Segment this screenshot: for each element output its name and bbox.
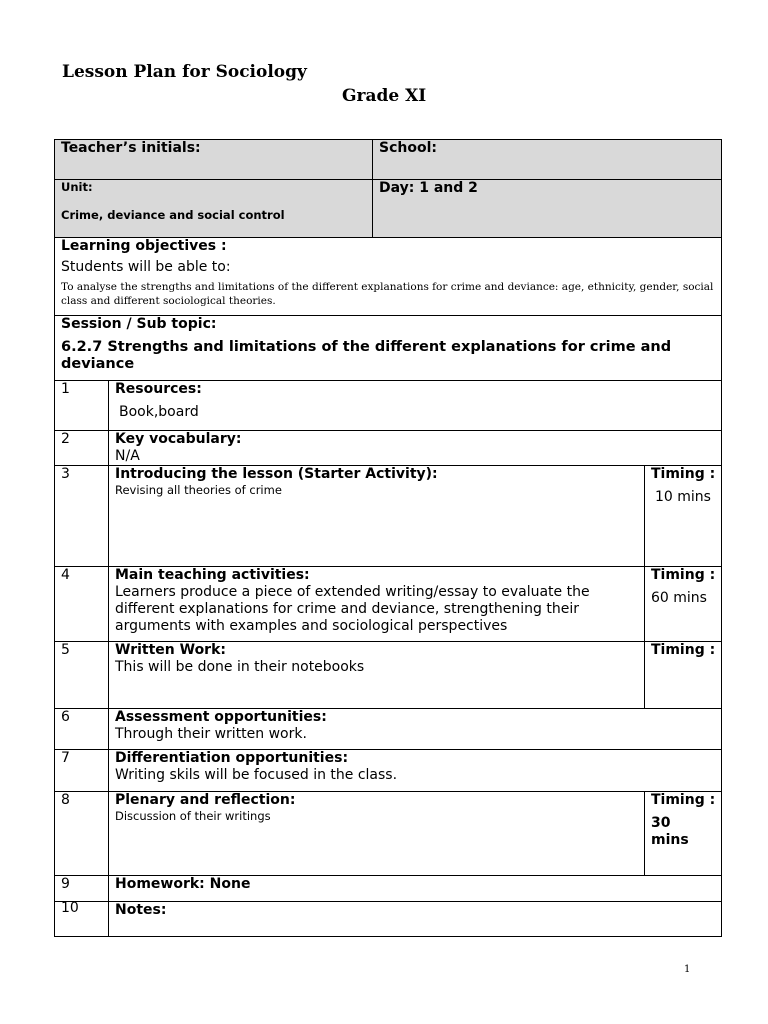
written-timing-cell xyxy=(645,642,722,709)
notes-heading: Notes: xyxy=(115,902,167,918)
main-timing-cell xyxy=(645,567,722,642)
starter-timing-cell xyxy=(645,466,722,567)
plenary-timing-cell xyxy=(645,792,722,876)
lesson-plan-table xyxy=(54,139,722,937)
written-work-heading: Written Work: xyxy=(115,642,226,658)
main-activities-body: Learners produce a piece of extended writing/essay to evaluate the different explanations for crime and deviance, strengthening their arguments with examples and sociological perspectives xyxy=(115,584,590,634)
assessment-body: Through their written work. xyxy=(115,726,307,742)
unit-cell xyxy=(55,180,373,238)
objectives-text: To analyse the strengths and limitations of the different explanations for crime and deviance: age, ethnicity, gender, social class and different sociological theories. xyxy=(61,281,714,307)
timing-label: Timing : xyxy=(651,642,716,658)
differentiation-heading: Differentiation opportunities: xyxy=(115,750,349,766)
differentiation-cell xyxy=(109,750,722,792)
differentiation-body: Writing skils will be focused in the class. xyxy=(115,767,398,783)
row-number: 2 xyxy=(55,431,109,466)
main-activities-heading: Main teaching activities: xyxy=(115,567,310,583)
teacher-initials-label: Teacher’s initials: xyxy=(61,140,201,156)
assessment-heading: Assessment opportunities: xyxy=(115,709,327,725)
unit-value: Crime, deviance and social control xyxy=(61,208,285,222)
homework-cell xyxy=(109,876,722,902)
page-number: 1 xyxy=(684,964,691,975)
resources-heading: Resources: xyxy=(115,381,202,397)
day-cell xyxy=(373,180,722,238)
vocabulary-cell xyxy=(109,431,722,466)
resources-body: Book,board xyxy=(119,404,199,420)
row-number: 4 xyxy=(55,567,109,642)
row-number: 7 xyxy=(55,750,109,792)
row-number: 8 xyxy=(55,792,109,876)
notes-cell xyxy=(109,902,722,937)
timing-label: Timing : xyxy=(651,792,716,808)
timing-value: 30 mins xyxy=(651,815,689,848)
row-number: 6 xyxy=(55,709,109,750)
objectives-heading: Learning objectives : xyxy=(61,238,227,254)
row-number: 1 xyxy=(55,381,109,431)
plenary-cell xyxy=(109,792,645,876)
row-number: 9 xyxy=(55,876,109,902)
session-heading: Session / Sub topic: xyxy=(61,316,217,332)
row-number: 5 xyxy=(55,642,109,709)
written-work-body: This will be done in their notebooks xyxy=(115,659,365,675)
timing-value: 60 mins xyxy=(651,590,707,606)
vocabulary-body: N/A xyxy=(115,448,140,464)
starter-heading: Introducing the lesson (Starter Activity): xyxy=(115,466,438,482)
unit-label: Unit: xyxy=(61,180,93,194)
plenary-body: Discussion of their writings xyxy=(115,809,271,823)
starter-activity-cell xyxy=(109,466,645,567)
school-cell xyxy=(373,140,722,180)
assessment-cell xyxy=(109,709,722,750)
written-work-cell xyxy=(109,642,645,709)
main-activities-cell xyxy=(109,567,645,642)
timing-label: Timing : xyxy=(651,466,716,482)
school-label: School: xyxy=(379,140,437,156)
timing-label: Timing : xyxy=(651,567,716,583)
document-title: Lesson Plan for Sociology xyxy=(62,62,307,82)
session-cell xyxy=(55,316,722,381)
day-label: Day: 1 and 2 xyxy=(379,180,478,196)
starter-body: Revising all theories of crime xyxy=(115,483,282,497)
learning-objectives-cell xyxy=(55,238,722,316)
row-number: 3 xyxy=(55,466,109,567)
resources-cell xyxy=(109,381,722,431)
session-topic: 6.2.7 Strengths and limitations of the different explanations for crime and deviance xyxy=(61,339,672,372)
homework-heading: Homework: None xyxy=(115,876,251,892)
grade-heading: Grade XI xyxy=(342,86,427,106)
plenary-heading: Plenary and reflection: xyxy=(115,792,296,808)
row-number: 10 xyxy=(55,902,109,937)
timing-value: 10 mins xyxy=(655,489,711,505)
objectives-intro: Students will be able to: xyxy=(61,259,231,275)
teacher-initials-cell xyxy=(55,140,373,180)
vocabulary-heading: Key vocabulary: xyxy=(115,431,242,447)
